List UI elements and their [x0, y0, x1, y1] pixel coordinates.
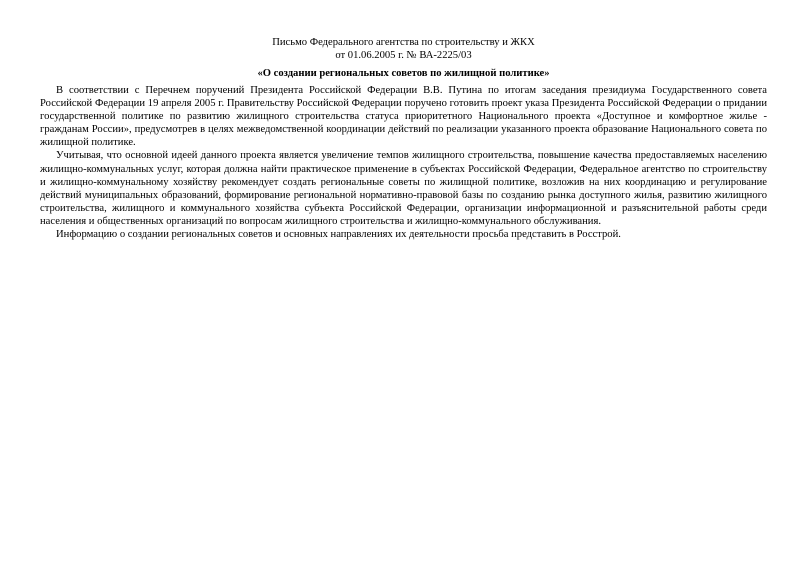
paragraph-3: Информацию о создании региональных советов и основных направлениях их деятельности просьба представить в Росстрой.	[56, 229, 621, 241]
letter-header: Письмо Федерального агентства по строительству и ЖКХ	[272, 37, 535, 48]
letter-date-number: от 01.06.2005 г. № ВА-2225/03	[335, 50, 472, 61]
document-page	[40, 36, 767, 241]
document-title: «О создании региональных советов по жилищной политике»	[257, 68, 550, 79]
paragraph-2: Учитывая, что основной идеей данного проекта является увеличение темпов жилищного строительства, повышение качества предоставляемых населению жилищно-коммунальных услуг, которая должна найти практическое применение в субъектах Российской Федерации, Федеральное агентство по строительству и жилищно-коммунальному хозяйству рекомендует создать региональные советы по жилищной политике, возложив на них координацию и регулирование действий муниципальных образований, формирование региональной нормативно-правовой базы по созданию рынка доступного жилья, развитию жилищного строительства, жилищного и коммунального хозяйства субъекта Российской Федерации, организации информационной и разъяснительной работы среди населения и общественных организаций по вопросам жилищного строительства и жилищно-коммунального обслуживания.	[40, 150, 767, 227]
paragraph-1: В соответствии с Перечнем поручений Президента Российской Федерации В.В. Путина по итогам заседания президиума Государственного совета Российской Федерации 19 апреля 2005 г. Правительству Российской Федерации поручено готовить проект указа Президента Российской Федерации о придании государственной политике по развитию жилищного строительства статуса приоритетного Национального проекта «Доступное и комфортное жилье - гражданам России», предусмотрев в целях межведомственной координации действий по реализации указанного проекта образование Национального совета по жилищной политике.	[40, 85, 767, 149]
